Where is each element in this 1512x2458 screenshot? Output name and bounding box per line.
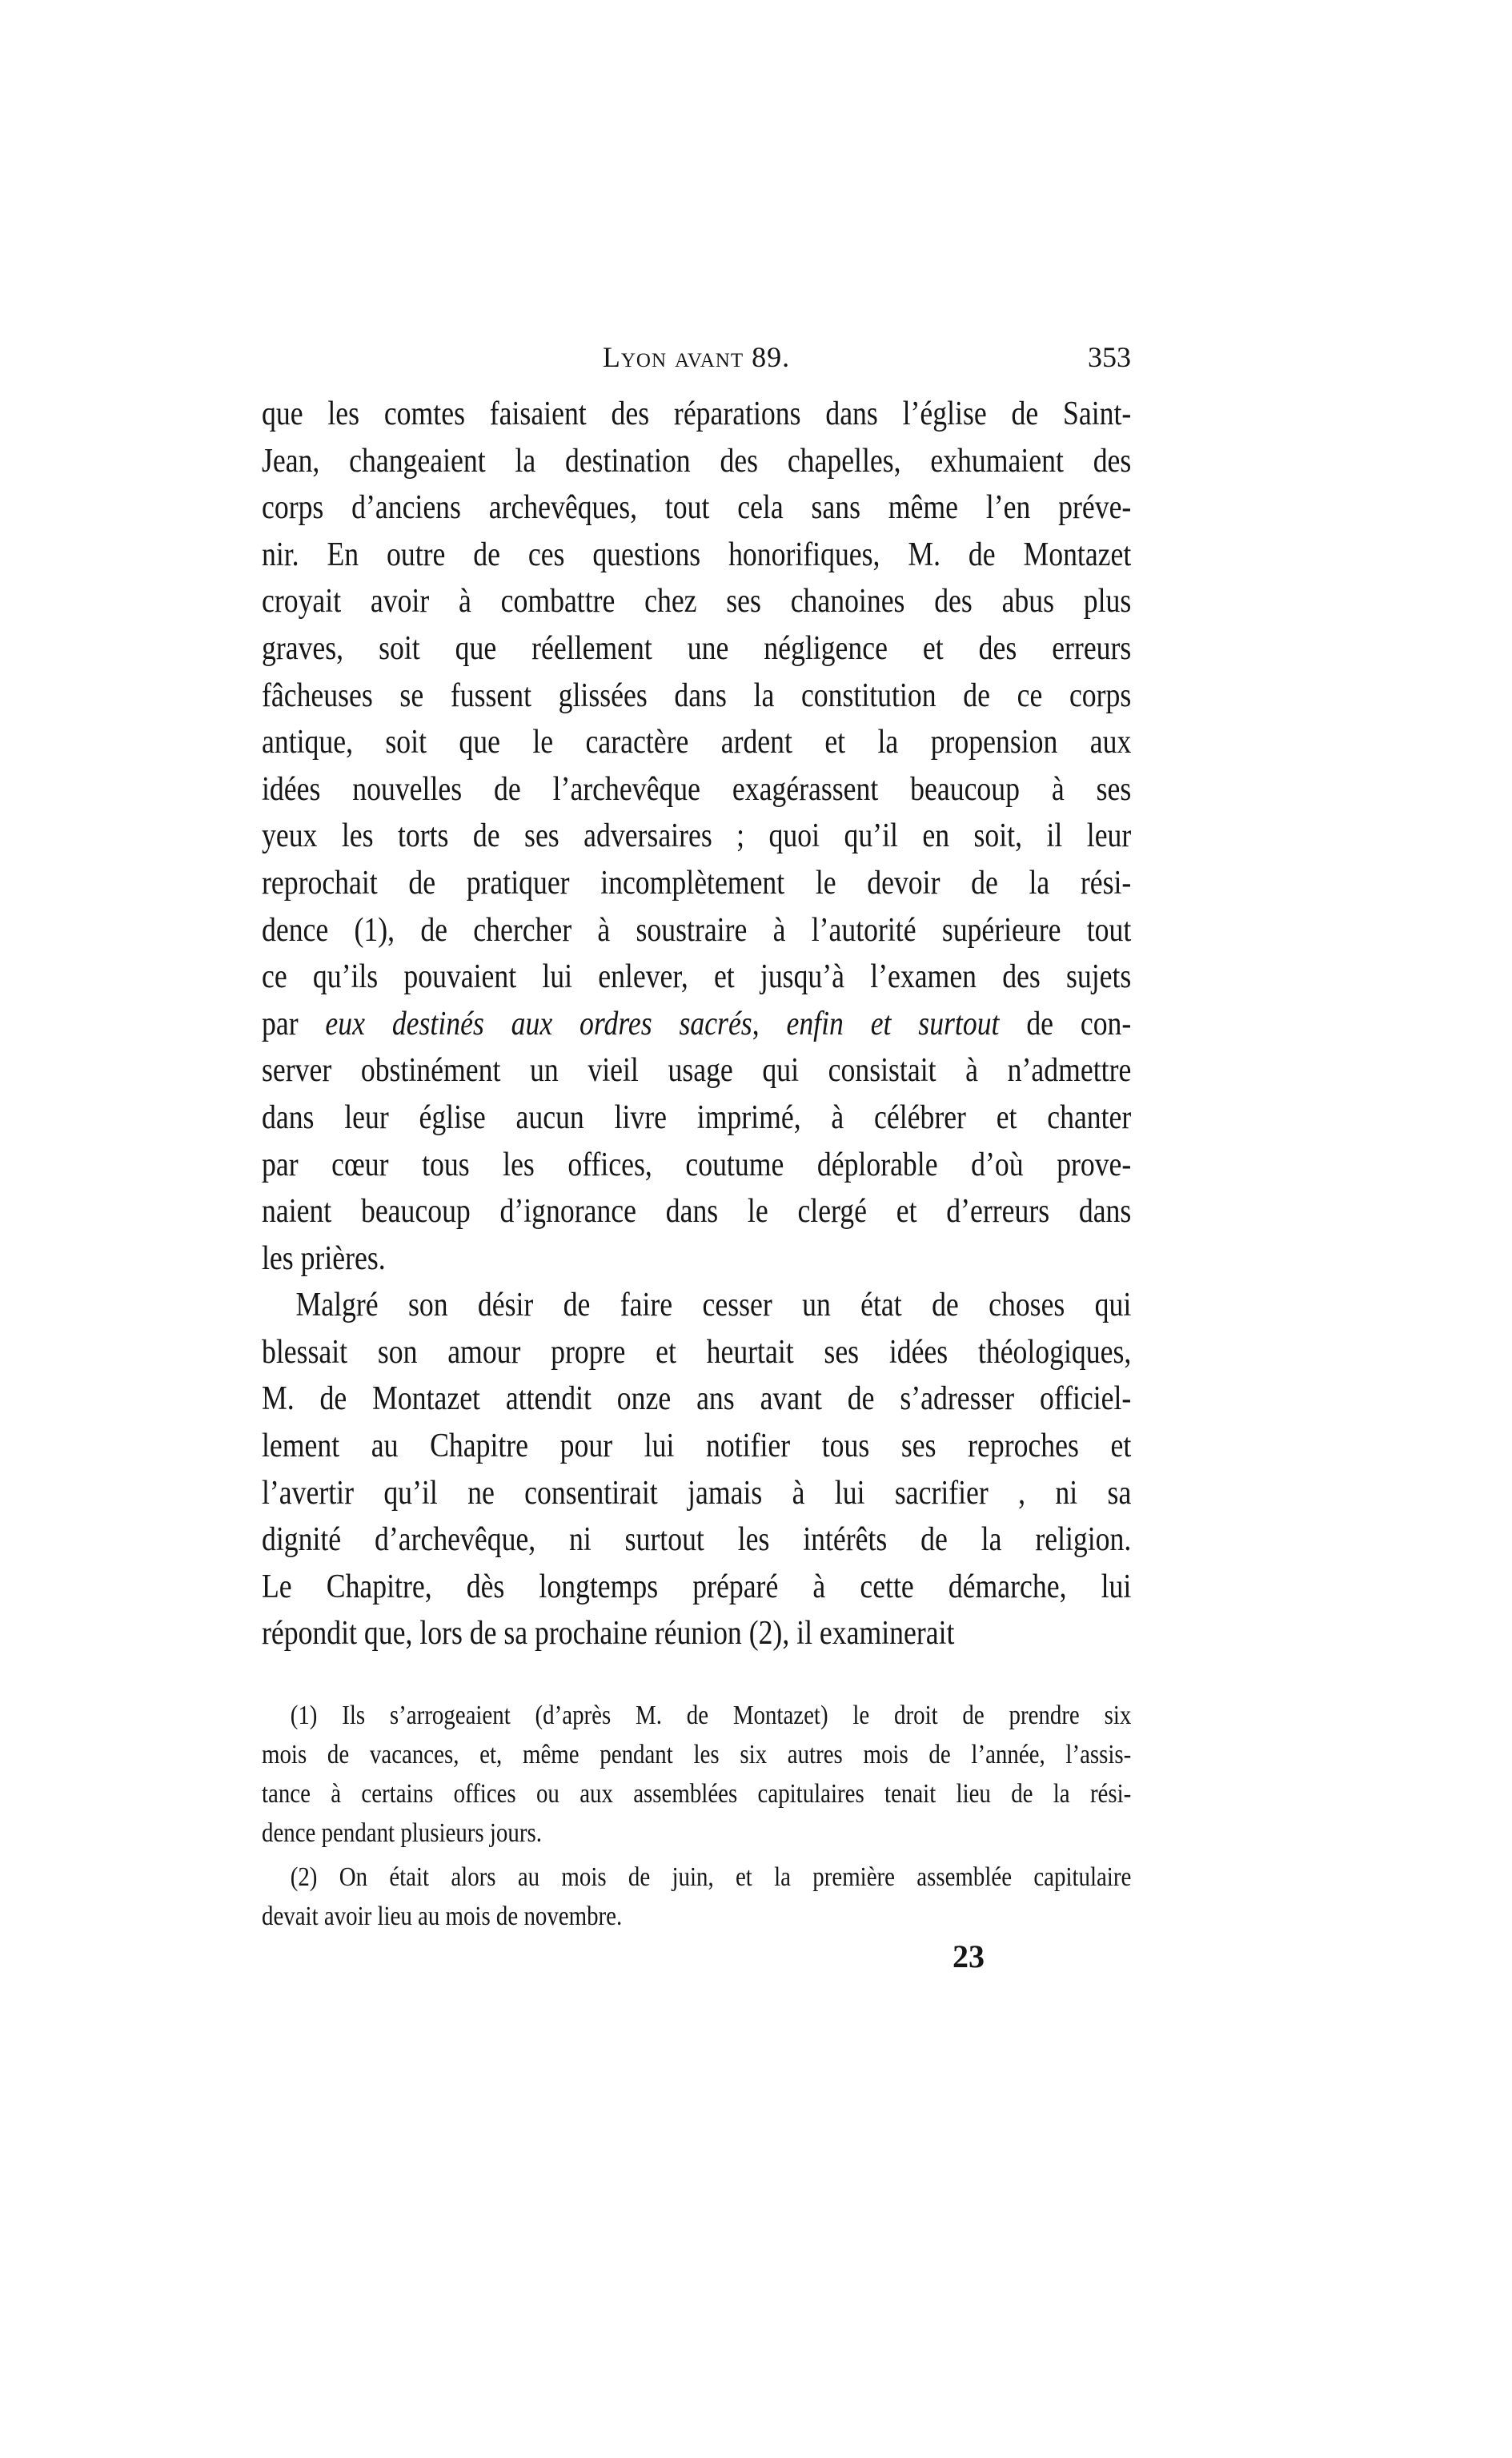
text-segment: dignité d’archevêque, ni surtout les intérêts de la religion. (262, 1521, 1132, 1559)
text-segment: par (262, 1005, 326, 1042)
text-line (262, 766, 1131, 813)
body-text (262, 391, 1131, 1657)
text-line (262, 578, 1131, 625)
page-number: 353 (1088, 341, 1131, 373)
text-line (262, 625, 1131, 673)
text-line (262, 1376, 1131, 1423)
running-title-text: Lyon avant 89. (602, 341, 791, 373)
italic-text: eux destinés aux ordres sacrés (325, 1005, 752, 1042)
text-line (262, 719, 1131, 766)
text-segment: M. de Montazet attendit onze ans avant de s’adresser officiel- (262, 1380, 1132, 1418)
text-segment: croyait avoir à combattre chez ses chanoines des abus plus (262, 583, 1132, 621)
italic-text: enfin et surtout (786, 1005, 1000, 1042)
text-line (262, 1142, 1131, 1189)
text-line (262, 484, 1131, 532)
footnote-line: mois de vacances, et, même pendant les six autres mois de l’année, l’assis- (262, 1740, 1132, 1769)
text-segment: server obstinément un vieil usage qui consistait à n’admettre (262, 1052, 1132, 1090)
text-line (262, 813, 1131, 860)
text-line (262, 1423, 1131, 1470)
running-header (262, 340, 1131, 380)
text-line (262, 673, 1131, 720)
footnote-line: (1) Ils s’arrogeaient (d’après M. de Montazet) le droit de prendre six (290, 1701, 1132, 1730)
text-line (262, 438, 1131, 485)
text-segment: par cœur tous les offices, coutume déplorable d’où prove- (262, 1146, 1132, 1183)
text-segment: antique, soit que le caractère ardent et la propension aux (262, 724, 1132, 761)
text-segment: l’avertir qu’il ne consentirait jamais à lui sacrifier , ni sa (262, 1474, 1132, 1512)
signature-mark: 23 (953, 1938, 985, 1974)
footnote-line: tance à certains offices ou aux assemblées capitulaires tenait lieu de la rési- (262, 1779, 1132, 1809)
text-line (262, 1094, 1131, 1142)
text-line (262, 391, 1131, 438)
text-segment: de con- (999, 1005, 1132, 1042)
text-line (262, 1610, 1131, 1657)
text-segment: Le Chapitre, dès longtemps préparé à cette démarche, lui (262, 1568, 1132, 1605)
text-segment: , (752, 1005, 787, 1042)
text-segment: yeux les torts de ses adversaires ; quoi qu’il en soit, il leur (262, 817, 1132, 855)
footnote-line: devait avoir lieu au mois de novembre. (262, 1902, 623, 1931)
text-line (262, 1047, 1131, 1094)
text-line (262, 1329, 1131, 1376)
text-line (262, 1282, 1131, 1329)
footnotes (262, 1696, 1131, 1936)
text-segment: lement au Chapitre pour lui notifier tous ses reproches et (262, 1428, 1132, 1465)
text-segment: Jean, changeaient la destination des chapelles, exhumaient des (262, 442, 1132, 480)
text-segment: ce qu’ils pouvaient lui enlever, et jusqu’à l’examen des sujets (262, 958, 1132, 996)
text-line (262, 1188, 1131, 1235)
text-line (262, 1235, 1131, 1283)
text-segment: Malgré son désir de faire cesser un état de choses qui (295, 1287, 1132, 1324)
running-title (262, 340, 1131, 374)
footnote-line: (2) On était alors au mois de juin, et la première assemblée capitulaire (290, 1862, 1132, 1892)
text-segment: répondit que, lors de sa prochaine réunion (2), il examinerait (262, 1615, 955, 1653)
text-segment: dans leur église aucun livre imprimé, à célébrer et chanter (262, 1098, 1132, 1136)
text-segment: fâcheuses se fussent glissées dans la constitution de ce corps (262, 677, 1132, 714)
text-line (262, 1564, 1131, 1611)
text-segment: idées nouvelles de l’archevêque exagérassent beaucoup à ses (262, 770, 1132, 808)
text-segment: naient beaucoup d’ignorance dans le clergé et d’erreurs dans (262, 1193, 1132, 1231)
text-line (262, 860, 1131, 907)
text-segment: reprochait de pratiquer incomplètement le devoir de la rési- (262, 864, 1132, 902)
text-segment: graves, soit que réellement une négligence et des erreurs (262, 629, 1132, 667)
footnote-line: dence pendant plusieurs jours. (262, 1818, 542, 1848)
text-line (262, 954, 1131, 1001)
text-line (262, 532, 1131, 579)
text-segment: blessait son amour propre et heurtait ses idées théologiques, (262, 1333, 1132, 1371)
text-segment: dence (1), de chercher à soustraire à l’autorité supérieure tout (262, 911, 1132, 949)
text-segment: que les comtes faisaient des réparations dans l’église de Saint- (262, 396, 1132, 432)
text-segment: corps d’anciens archevêques, tout cela sans même l’en préve- (262, 489, 1132, 527)
text-line (262, 907, 1131, 954)
text-line (262, 1001, 1131, 1048)
text-segment: les prières. (262, 1239, 386, 1277)
text-line (262, 1516, 1131, 1564)
text-segment: nir. En outre de ces questions honorifiques, M. de Montazet (262, 536, 1132, 573)
text-line (262, 1470, 1131, 1517)
